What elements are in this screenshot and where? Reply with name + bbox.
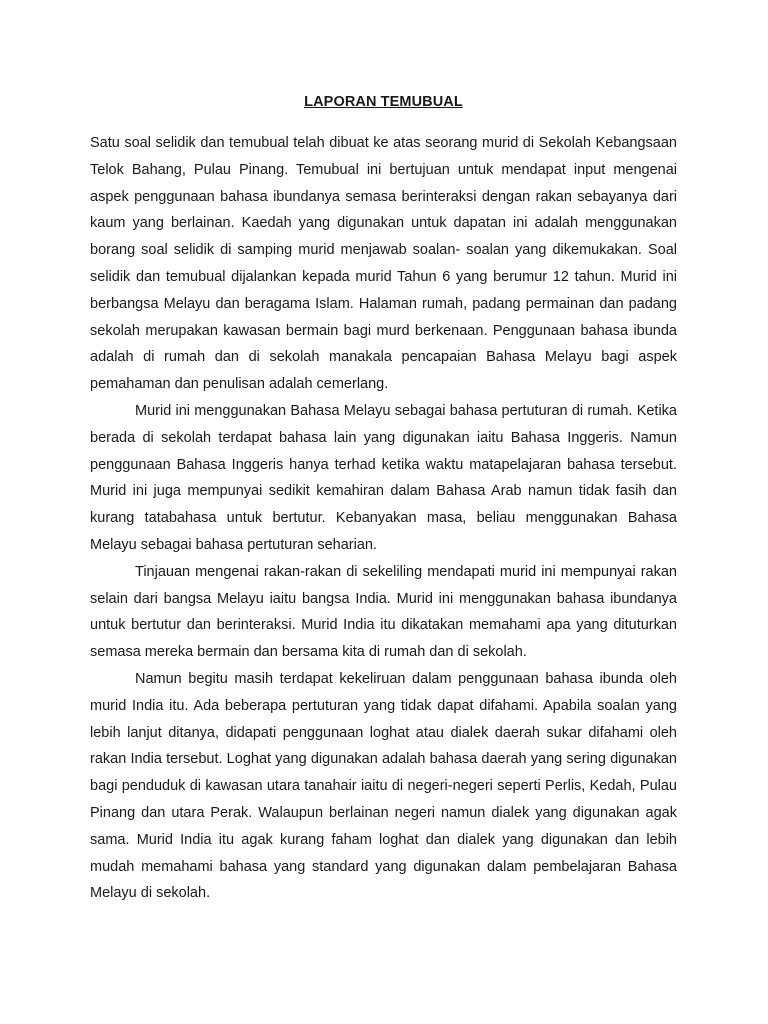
document-title: LAPORAN TEMUBUAL [304, 94, 463, 110]
paragraph-2: Murid ini menggunakan Bahasa Melayu sebagai bahasa pertuturan di rumah. Ketika berada di sekolah terdapat bahasa lain yang digunakan iaitu Bahasa Inggeris. Namun penggunaan Bahasa Inggeris hanya terhad ketika waktu matapelajaran bahasa tersebut. Murid ini juga mempunyai sedikit kemahiran dalam Bahasa Arab namun tidak fasih dan kurang tatabahasa untuk bertutur. Kebanyakan masa, beliau menggunakan Bahasa Melayu sebagai bahasa pertuturan seharian. [90, 402, 677, 553]
paragraph-1: Satu soal selidik dan temubual telah dibuat ke atas seorang murid di Sekolah Kebangsaan Telok Bahang, Pulau Pinang. Temubual ini bertujuan untuk mendapat input mengenai aspek penggunaan bahasa ibundanya semasa berinteraksi dengan rakan sebayanya dari kaum yang berlainan. Kaedah yang digunakan untuk dapatan ini adalah menggunakan borang soal selidik di samping murid menjawab soalan- soalan yang dikemukakan. Soal selidik dan temubual dijalankan kepada murid Tahun 6 yang berumur 12 tahun. Murid ini berbangsa Melayu dan beragama Islam. Halaman rumah, padang permainan dan padang sekolah merupakan kawasan bermain bagi murd berkenaan. Penggunaan bahasa ibunda adalah di rumah dan di sekolah manakala pencapaian Bahasa Melayu bagi aspek pemahaman dan penulisan adalah cemerlang. [90, 135, 677, 393]
paragraph-3: Tinjauan mengenai rakan-rakan di sekeliling mendapati murid ini mempunyai rakan selain dari bangsa Melayu iaitu bangsa India. Murid ini menggunakan bahasa ibundanya untuk bertutur dan berinteraksi. Murid India itu dikatakan memahami apa yang dituturkan semasa mereka bermain dan bersama kita di rumah dan di sekolah. [90, 563, 677, 661]
paragraph-4: Namun begitu masih terdapat kekeliruan dalam penggunaan bahasa ibunda oleh murid India itu. Ada beberapa pertuturan yang tidak dapat difahami. Apabila soalan yang lebih lanjut ditanya, didapati penggunaan loghat atau dialek daerah sukar difahami oleh rakan India tersebut. Loghat yang digunakan adalah bahasa daerah yang sering digunakan bagi penduduk di kawasan utara tanahair iaitu di negeri-negeri seperti Perlis, Kedah, Pulau Pinang dan utara Perak. Walaupun berlainan negeri namun dialek yang digunakan agak sama. Murid India itu agak kurang faham loghat dan dialek yang digunakan dan lebih mudah memahami bahasa yang standard yang digunakan dalam pembelajaran Bahasa Melayu di sekolah. [90, 670, 677, 902]
document-page [90, 92, 677, 907]
